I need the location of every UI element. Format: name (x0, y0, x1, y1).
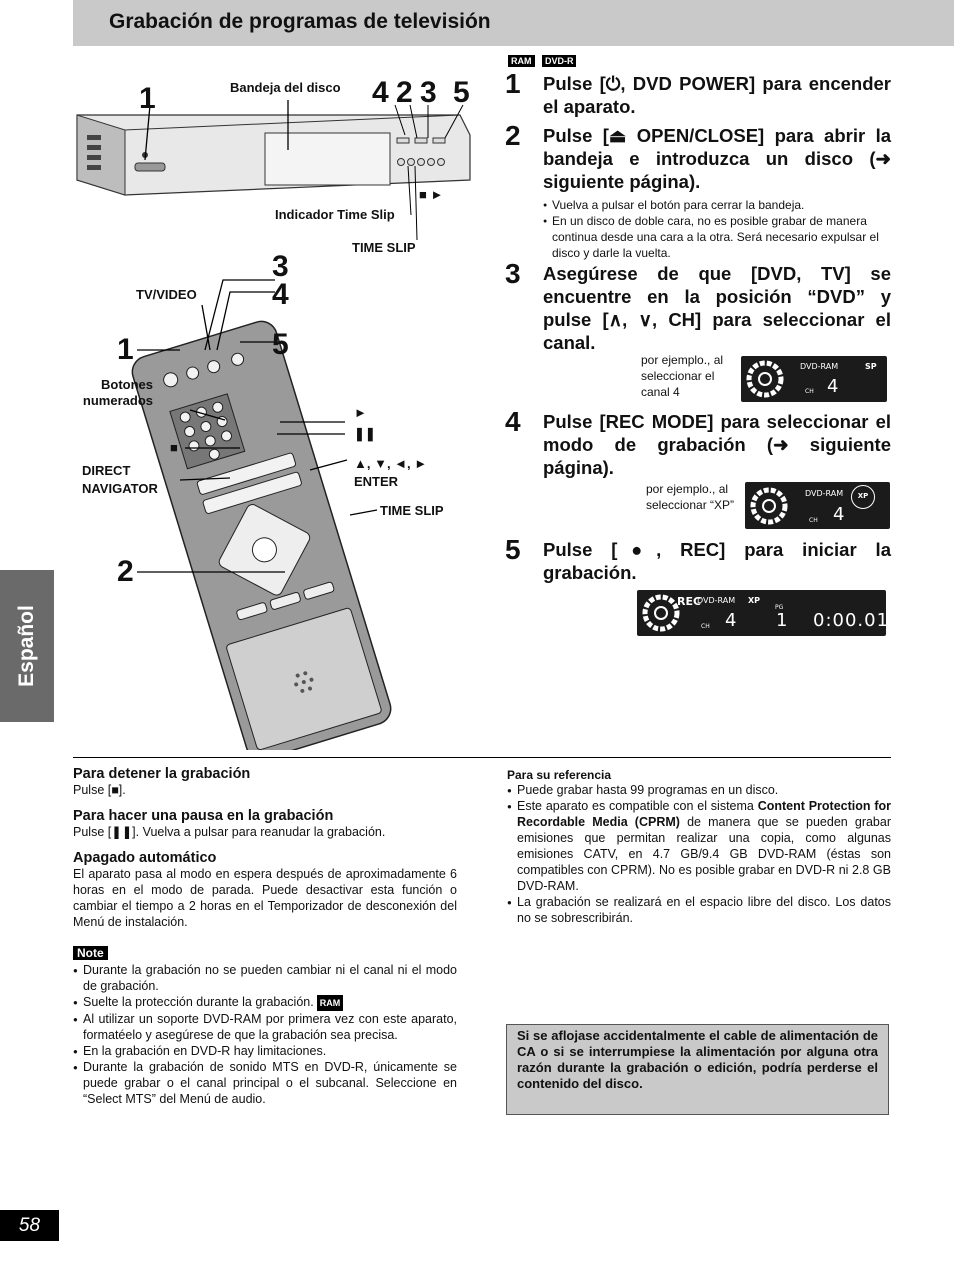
callout-2-deck: 2 (396, 76, 413, 109)
left-column (73, 766, 457, 1107)
step-text: Asegúrese de que [DVD, TV] se encuentre en la posición “DVD” y pulse [∧, ∨, CH] para seleccionar el canal. (543, 263, 891, 353)
display-media: DVD-RAM (800, 362, 839, 371)
cprm-term: Content Protection for Recordable Media (CPRM) (517, 799, 891, 829)
direct-navigator-label: DIRECT NAVIGATOR (82, 463, 158, 496)
auto-off-text: El aparato pasa al modo en espera después de aproximadamente 6 horas en el modo de parada. Puede desactivar esta función o cambiar el tiempo a 2 horas en el Temporizador de desconexión del Menú de instalación. (73, 867, 457, 929)
reference-heading: Para su referencia (507, 768, 612, 782)
ram-badge: RAM (317, 995, 344, 1011)
disc-icon (749, 486, 789, 526)
display-program: 1 (776, 610, 788, 631)
section-divider (73, 757, 891, 758)
display-mode: XP (748, 596, 761, 605)
callout-5-deck: 5 (453, 76, 470, 109)
disc-tray-label: Bandeja del disco (230, 80, 341, 95)
arrows-enter-label: ▲, ▼, ◄, ► ENTER (354, 456, 428, 489)
list-item-text: Suelte la protección durante la grabación. (83, 995, 314, 1009)
display-pg-label: PG (775, 604, 784, 611)
disc-icon (641, 593, 681, 633)
callout-1-remote: 1 (117, 333, 134, 366)
note-list (73, 962, 457, 1107)
list-item: ● Al utilizar un soporte DVD-RAM por primera vez con este aparato, formatéelo y asegúrese de que la grabación sea precisa. (73, 1011, 457, 1043)
step-2 (505, 120, 891, 261)
callout-4-deck: 4 (372, 76, 389, 109)
step-4 (505, 406, 891, 479)
callout-3-deck: 3 (420, 76, 437, 109)
display-recording (637, 590, 890, 636)
display-time: 0:00.01 (813, 610, 890, 631)
remote-play-label: ► (354, 405, 367, 420)
power-warning-box: Si se aflojase accidentalmente el cable de alimentación de CA o si se interrumpiese la alimentación por alguna otra razón durante la grabación o edición, podría perderse el contenido del disco. (506, 1024, 889, 1115)
list-item: ● Vuelva a pulsar el botón para cerrar la bandeja. (543, 197, 891, 213)
list-item-text: de manera que se pueden grabar emisiones que permitan realizar una copia, como algunas emisiones CATV, en 4.7 GB/9.4 GB DVD-RAM (éstas son compatibles con CPRM). No es posible grabar en DVD-R ni 2.8 GB DVD-RAM. (517, 815, 891, 893)
pause-text: Pulse [❚❚]. Vuelva a pulsar para reanudar la grabación. (73, 825, 386, 839)
callout-4-remote: 4 (272, 278, 289, 311)
stop-section (73, 766, 457, 798)
callout-3-remote: 3 (272, 250, 289, 283)
step-number: 5 (505, 534, 521, 565)
step-text: Pulse [REC MODE] para seleccionar el modo de grabación (➜ siguiente página). (543, 411, 891, 478)
display-media: DVD-RAM (805, 489, 844, 498)
step-2-notes (543, 197, 891, 261)
reference-list (507, 782, 891, 926)
time-slip-remote-label: TIME SLIP (380, 503, 444, 518)
remote-control-drawing (128, 317, 394, 750)
auto-off-heading: Apagado automático (73, 850, 217, 866)
ram-badge: RAM (508, 55, 535, 67)
header-bar (73, 0, 954, 46)
step-text: Pulse [⏏ OPEN/CLOSE] para abrir la bandeja e introduzca un disco (➜ siguiente página). (543, 125, 891, 192)
display-ch-label: CH (805, 388, 814, 395)
list-item: ● Puede grabar hasta 99 programas en un disco. (507, 782, 891, 798)
example-channel-text: por ejemplo., al seleccionar el canal 4 (641, 353, 724, 399)
list-item: ● Durante la grabación de sonido MTS en DVD-R, únicamente se puede grabar o el canal principal o el subcanal. Seleccione en “Select MTS” del Menú de audio. (73, 1059, 457, 1107)
step-number: 1 (505, 68, 521, 99)
list-item-text: Este aparato es compatible con el sistema (517, 799, 758, 813)
stop-heading: Para detener la grabación (73, 766, 251, 782)
step-text: Pulse [⏻, DVD POWER] para encender el aparato. (543, 73, 891, 117)
number-buttons-label: Botones numerados (82, 377, 153, 408)
display-channel: 4 (833, 504, 845, 525)
display-channel: 4 (725, 610, 737, 631)
list-item: ● La grabación se realizará en el espacio libre del disco. Los datos no se sobrescribirán. (507, 894, 891, 926)
time-slip-label: TIME SLIP (352, 240, 416, 255)
display-channel: 4 (827, 376, 839, 397)
list-item (507, 798, 891, 894)
display-mode-example (745, 482, 890, 529)
page-title: Grabación de programas de televisión (109, 10, 491, 33)
step-number: 4 (505, 406, 521, 437)
display-rec: REC (677, 595, 702, 608)
list-item (73, 994, 457, 1011)
list-item: ● En un disco de doble cara, no es posible grabar de manera continua desde una cara a la otra. Será necesario expulsar el disco y darle la vuelta. (543, 213, 891, 261)
step-3 (505, 258, 891, 354)
note-badge: Note (73, 946, 108, 960)
display-ch-label: CH (701, 623, 710, 630)
step-1 (505, 68, 891, 118)
stop-text: Pulse [■]. (73, 783, 126, 797)
language-tab (0, 570, 54, 722)
display-channel-example (741, 356, 887, 402)
display-ch-label: CH (809, 517, 818, 524)
time-slip-indicator-label: Indicador Time Slip (275, 207, 395, 222)
step-number: 3 (505, 258, 521, 289)
step-number: 2 (505, 120, 521, 151)
page-number: 58 (0, 1210, 59, 1241)
remote-stop-label: ■ (170, 440, 178, 455)
dvd-r-badge: DVD-R (542, 55, 577, 67)
device-illustration (65, 60, 485, 750)
pause-heading: Para hacer una pausa en la grabación (73, 808, 334, 824)
right-column (507, 768, 891, 926)
list-item: ● Durante la grabación no se pueden cambiar ni el canal ni el modo de grabación. (73, 962, 457, 994)
deck-stop-play-label: ■ ► (419, 187, 444, 202)
language-tab-label: Español (15, 605, 38, 687)
display-mode: SP (865, 362, 877, 371)
tv-video-label: TV/VIDEO (136, 287, 197, 302)
dvd-recorder-drawing (77, 100, 470, 240)
callout-2-remote: 2 (117, 555, 134, 588)
display-media: DVD-RAM (697, 596, 736, 605)
list-item: ● En la grabación en DVD-R hay limitaciones. (73, 1043, 457, 1059)
remote-pause-label: ❚❚ (354, 426, 376, 441)
display-mode: XP (851, 485, 875, 509)
disc-icon (745, 359, 785, 399)
step-text: Pulse [●, REC] para iniciar la grabación. (543, 539, 891, 583)
callout-1-deck: 1 (139, 82, 156, 115)
auto-off-section (73, 850, 457, 930)
example-mode-text: por ejemplo., al seleccionar “XP” (646, 482, 735, 512)
pause-section (73, 808, 457, 840)
step-5 (505, 534, 891, 584)
media-badges (508, 51, 579, 69)
callout-5-remote: 5 (272, 328, 289, 361)
